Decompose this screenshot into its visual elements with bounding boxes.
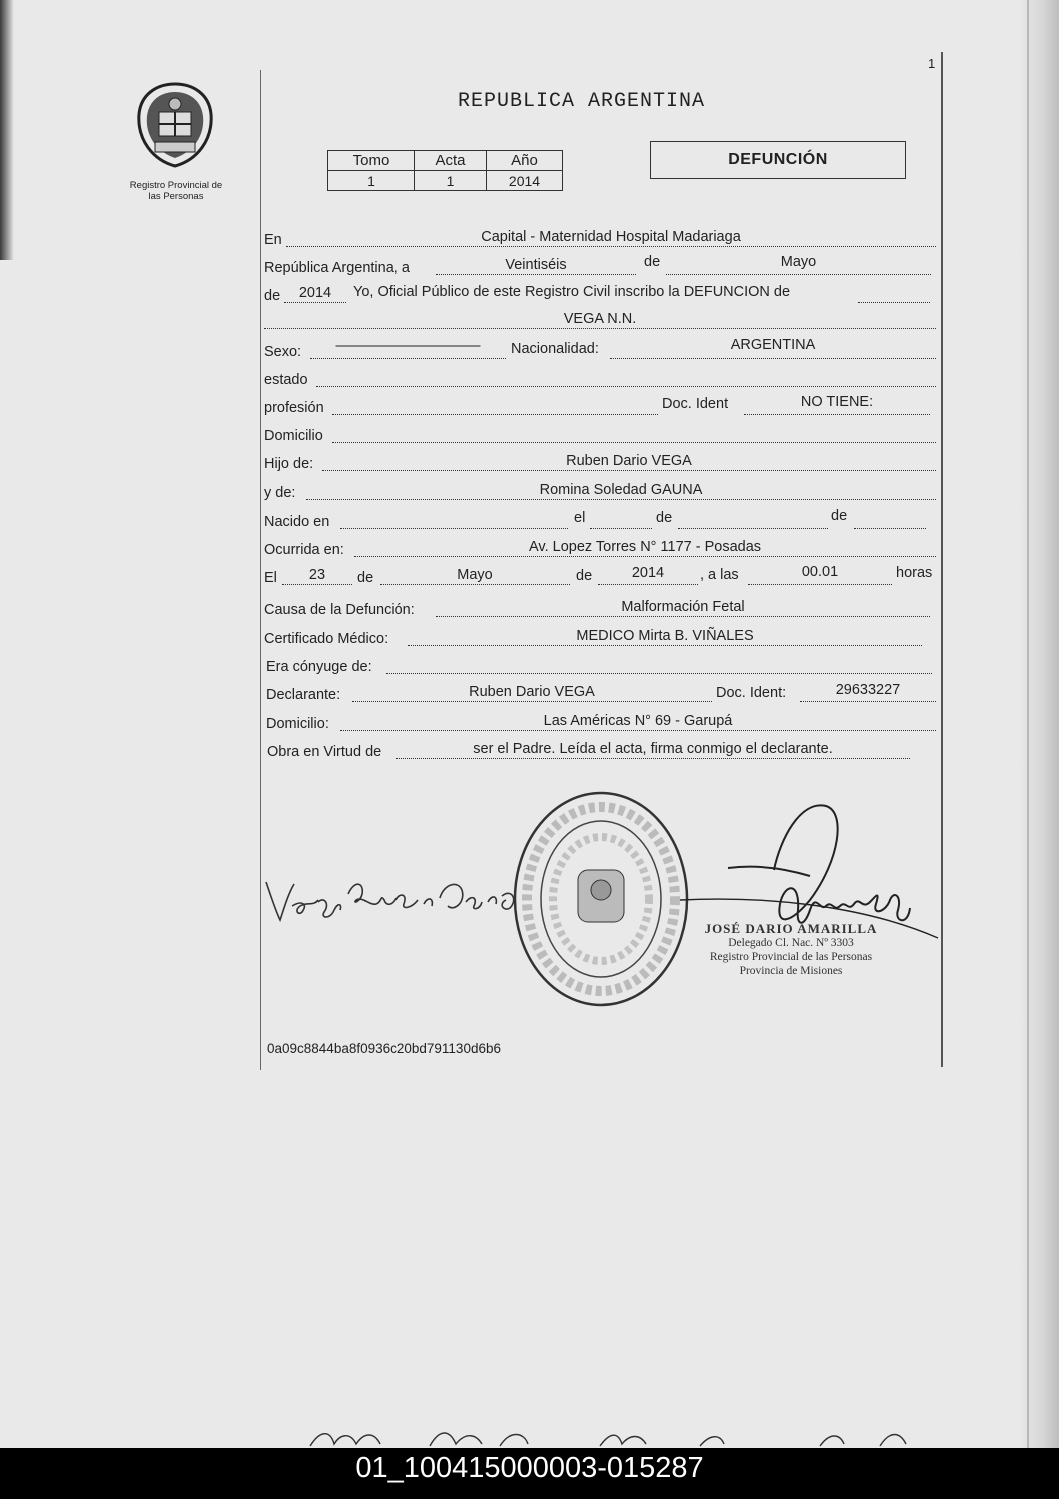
declarante-label: Declarante: <box>266 687 341 703</box>
nacido-en-label: Nacido en <box>264 514 330 530</box>
row-declarante <box>264 681 936 703</box>
certificado-line <box>408 645 922 646</box>
frame-left-border <box>260 70 261 1070</box>
row-certificado <box>264 625 936 647</box>
row-conyuge <box>264 653 936 675</box>
record-table <box>327 150 563 191</box>
estado-line <box>316 386 936 387</box>
domicilio-line <box>332 442 936 443</box>
tomo-header: Tomo <box>328 151 415 171</box>
declarante-line <box>352 701 712 702</box>
inscribo-text: Yo, Oficial Público de este Registro Civil inscribo la DEFUNCION de <box>353 284 791 300</box>
row-causa <box>264 596 936 618</box>
registry-caption-line2: las Personas <box>148 191 204 202</box>
nombre-line <box>264 328 936 329</box>
acta-value: 1 <box>415 171 487 191</box>
y-de-value: Romina Soledad GAUNA <box>539 482 703 498</box>
dia-value: Veintiséis <box>505 257 567 273</box>
domicilio2-line <box>340 730 936 731</box>
en-label: En <box>264 232 282 248</box>
horas-label: horas <box>896 565 933 581</box>
conyuge-label: Era cónyuge de: <box>266 659 372 675</box>
en-value: Capital - Maternidad Hospital Madariaga <box>481 229 741 245</box>
obra-value: ser el Padre. Leída el acta, firma conmigo el declarante. <box>473 741 833 757</box>
doc-ident-line <box>744 414 930 415</box>
row-domicilio <box>264 422 936 444</box>
nacionalidad-line <box>610 358 936 359</box>
row-domicilio-declarante <box>264 710 936 732</box>
hora-value: 00.01 <box>801 564 839 580</box>
dia-fall-value: 23 <box>308 567 326 583</box>
doc-ident2-label: Doc. Ident: <box>716 685 787 701</box>
hijo-de-value: Ruben Dario VEGA <box>566 453 692 469</box>
hijo-de-label: Hijo de: <box>264 456 314 472</box>
official-stamp <box>686 922 896 978</box>
document-type-box: DEFUNCIÓN <box>650 141 906 179</box>
anio-fall-line <box>598 584 698 585</box>
row-hijo-de <box>264 450 936 472</box>
anio-inscripcion-value: 2014 <box>298 285 332 301</box>
nacido-anio-line <box>854 528 926 529</box>
sexo-value: —————————— <box>335 338 481 354</box>
de-label: de <box>644 254 661 270</box>
mes-fall-line <box>380 584 570 585</box>
dia-fall-line <box>282 584 352 585</box>
tomo-value: 1 <box>328 171 415 191</box>
doc-ident2-value: 29633227 <box>835 682 901 698</box>
registry-caption <box>112 180 240 202</box>
frame-right-border <box>941 52 943 1067</box>
row-fecha-fallecimiento <box>264 564 936 586</box>
causa-line <box>436 616 930 617</box>
anio-line <box>284 302 346 303</box>
ocurrida-value: Av. Lopez Torres N° 1177 - Posadas <box>528 539 762 555</box>
official-registry: Registro Provincial de las Personas <box>709 951 873 963</box>
hora-line <box>748 584 892 585</box>
domicilio2-label: Domicilio: <box>266 716 329 732</box>
nacionalidad-value: ARGENTINA <box>730 337 816 353</box>
el-label: el <box>574 510 586 526</box>
de1-label: de <box>656 510 673 526</box>
row-sexo <box>264 338 936 360</box>
document-title: REPUBLICA ARGENTINA <box>458 90 706 113</box>
nacido-en-line <box>340 528 568 529</box>
hijo-de-line <box>322 470 936 471</box>
doc-ident2-line <box>800 701 936 702</box>
document-hash: 0a09c8844ba8f0936c20bd791130d6b6 <box>267 1041 501 1056</box>
obra-line <box>396 758 910 759</box>
page-number: 1 <box>928 56 936 71</box>
anio-header: Año <box>487 151 563 171</box>
nacido-dia-line <box>590 528 652 529</box>
row-profesion <box>264 394 936 416</box>
anio-fall-value: 2014 <box>631 565 665 581</box>
declarante-value: Ruben Dario VEGA <box>469 684 595 700</box>
estado-label: estado <box>264 372 308 388</box>
official-title: Delegado Cl. Nac. Nº 3303 <box>728 937 854 949</box>
row-inscribo <box>264 282 936 304</box>
ocurrida-label: Ocurrida en: <box>264 542 344 558</box>
de3-label: de <box>357 570 374 586</box>
mes-fall-value: Mayo <box>457 567 493 583</box>
domicilio2-value: Las Américas N° 69 - Garupá <box>543 713 733 729</box>
official-name: JOSÉ DARIO AMARILLA <box>704 921 878 936</box>
nacionalidad-label: Nacionalidad: <box>511 341 599 357</box>
declarant-signature <box>262 860 522 930</box>
inscribo-line <box>858 302 930 303</box>
scan-edge-right <box>1019 0 1059 1450</box>
conyuge-line <box>386 673 932 674</box>
row-ocurrida <box>264 536 936 558</box>
en-line <box>286 246 936 247</box>
anio-prefix-label: de <box>264 288 281 304</box>
doc-ident-value: NO TIENE: <box>800 394 874 410</box>
obra-label: Obra en Virtud de <box>267 744 382 760</box>
acta-header: Acta <box>415 151 487 171</box>
el2-label: El <box>264 570 277 586</box>
y-de-line <box>306 499 936 500</box>
row-republica <box>264 254 936 276</box>
causa-label: Causa de la Defunción: <box>264 602 415 618</box>
nombre-value: VEGA N.N. <box>563 311 637 327</box>
de2-label: de <box>831 508 848 524</box>
registry-caption-line1: Registro Provincial de <box>129 180 223 191</box>
sexo-line <box>310 358 506 359</box>
certificado-value: MEDICO Mirta B. VIÑALES <box>576 628 754 644</box>
certificado-label: Certificado Médico: <box>264 631 389 647</box>
registry-seal <box>512 790 690 1008</box>
y-de-label: y de: <box>264 485 296 501</box>
row-nacido <box>264 508 936 530</box>
scan-edge-left <box>0 0 14 260</box>
row-nombre <box>264 308 936 330</box>
causa-value: Malformación Fetal <box>621 599 745 615</box>
row-estado <box>264 366 936 388</box>
row-en <box>264 226 936 248</box>
sexo-label: Sexo: <box>264 344 302 360</box>
doc-ident-label: Doc. Ident <box>662 396 729 412</box>
footer-document-id: 01_100415000003-015287 <box>355 1452 704 1484</box>
provincial-crest-icon <box>133 80 217 170</box>
mes-line <box>666 274 931 275</box>
official-province: Provincia de Misiones <box>739 965 843 977</box>
nacido-mes-line <box>678 528 828 529</box>
anio-value: 2014 <box>487 171 563 191</box>
profesion-label: profesión <box>264 400 324 416</box>
a-las-label: , a las <box>700 567 739 583</box>
row-obra <box>264 738 936 760</box>
domicilio-label: Domicilio <box>264 428 323 444</box>
republica-label: República Argentina, a <box>264 260 410 276</box>
profesion-line <box>332 414 658 415</box>
handwritten-note-fragment <box>300 1426 1020 1448</box>
mes-value: Mayo <box>780 254 817 270</box>
row-y-de <box>264 479 936 501</box>
ocurrida-line <box>354 556 936 557</box>
de4-label: de <box>576 568 593 584</box>
dia-line <box>436 274 636 275</box>
